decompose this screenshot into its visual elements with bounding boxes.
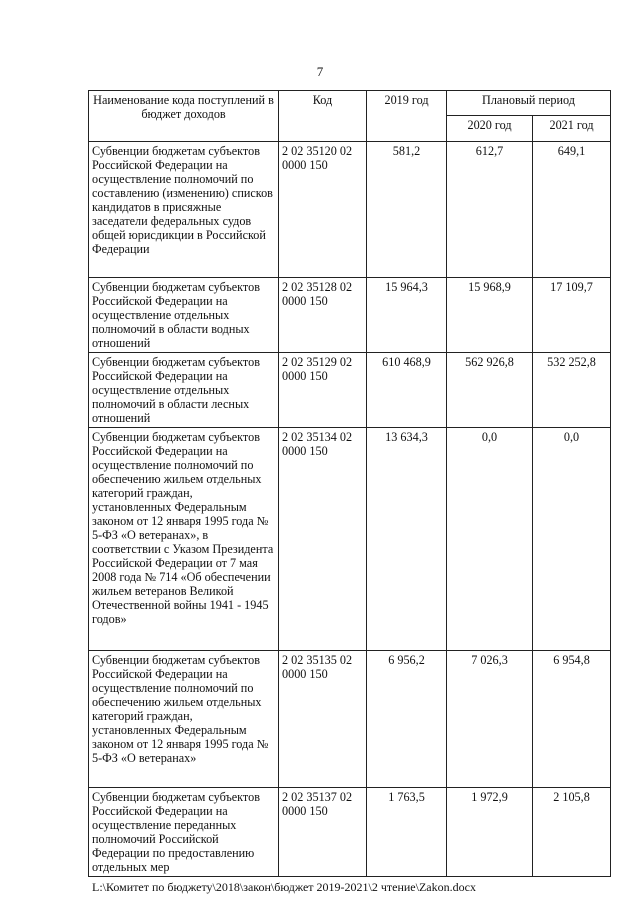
table-row bbox=[89, 142, 611, 278]
header-name: Наименование кода поступлений в бюджет доходов bbox=[89, 91, 279, 142]
header-code: Код bbox=[279, 91, 367, 142]
row-code: 2 02 35120 02 0000 150 bbox=[279, 142, 367, 278]
row-2019: 15 964,3 bbox=[367, 278, 447, 353]
row-code: 2 02 35135 02 0000 150 bbox=[279, 651, 367, 788]
row-name: Субвенции бюджетам субъектов Российской Федерации на осуществление отдельных полномочий в области водных отношений bbox=[89, 278, 279, 353]
table-row bbox=[89, 788, 611, 877]
table-row bbox=[89, 428, 611, 651]
row-2019: 581,2 bbox=[367, 142, 447, 278]
row-2021: 532 252,8 bbox=[533, 353, 611, 428]
row-name: Субвенции бюджетам субъектов Российской Федерации на осуществление полномочий по составлению (изменению) списков кандидатов в присяжные заседатели федеральных судов общей юрисдикции в Российской Федерации bbox=[89, 142, 279, 278]
row-code: 2 02 35137 02 0000 150 bbox=[279, 788, 367, 877]
row-code: 2 02 35128 02 0000 150 bbox=[279, 278, 367, 353]
row-code: 2 02 35129 02 0000 150 bbox=[279, 353, 367, 428]
row-2020: 15 968,9 bbox=[447, 278, 533, 353]
row-2020: 612,7 bbox=[447, 142, 533, 278]
row-2019: 1 763,5 bbox=[367, 788, 447, 877]
row-name: Субвенции бюджетам субъектов Российской Федерации на осуществление полномочий по обеспечению жильем отдельных категорий граждан, установленных Федеральным законом от 12 января 1995 года № 5-ФЗ «О ветеранах» bbox=[89, 651, 279, 788]
header-2020: 2020 год bbox=[447, 116, 533, 142]
page-number: 7 bbox=[316, 64, 324, 79]
row-2021: 17 109,7 bbox=[533, 278, 611, 353]
row-2020: 1 972,9 bbox=[447, 788, 533, 877]
row-2021: 6 954,8 bbox=[533, 651, 611, 788]
table-row bbox=[89, 651, 611, 788]
row-name: Субвенции бюджетам субъектов Российской Федерации на осуществление полномочий по обеспечению жильем отдельных категорий граждан, установленных Федеральным законом от 12 января 1995 года № 5-ФЗ «О ветеранах», в соответствии с Указом Президента Российской Федерации от 7 мая 2008 года № 714 «Об обеспечении жильем ветеранов Великой Отечественной войны 1941 - 1945 годов» bbox=[89, 428, 279, 651]
table-row bbox=[89, 353, 611, 428]
table-header-row bbox=[89, 91, 611, 116]
row-2021: 649,1 bbox=[533, 142, 611, 278]
row-2020: 0,0 bbox=[447, 428, 533, 651]
row-2019: 13 634,3 bbox=[367, 428, 447, 651]
row-name: Субвенции бюджетам субъектов Российской Федерации на осуществление переданных полномочий Российской Федерации по предоставлению отдельных мер bbox=[89, 788, 279, 877]
header-2019: 2019 год bbox=[367, 91, 447, 142]
budget-revenue-table bbox=[88, 90, 611, 877]
header-plan-period: Плановый период bbox=[447, 91, 611, 116]
row-2019: 6 956,2 bbox=[367, 651, 447, 788]
row-2021: 0,0 bbox=[533, 428, 611, 651]
row-name: Субвенции бюджетам субъектов Российской Федерации на осуществление отдельных полномочий в области лесных отношений bbox=[89, 353, 279, 428]
row-code: 2 02 35134 02 0000 150 bbox=[279, 428, 367, 651]
row-2020: 562 926,8 bbox=[447, 353, 533, 428]
row-2020: 7 026,3 bbox=[447, 651, 533, 788]
file-path-footer: L:\Комитет по бюджету\2018\закон\бюджет 2019-2021\2 чтение\Zakon.docx bbox=[92, 880, 476, 894]
row-2019: 610 468,9 bbox=[367, 353, 447, 428]
row-2021: 2 105,8 bbox=[533, 788, 611, 877]
header-2021: 2021 год bbox=[533, 116, 611, 142]
table-row bbox=[89, 278, 611, 353]
